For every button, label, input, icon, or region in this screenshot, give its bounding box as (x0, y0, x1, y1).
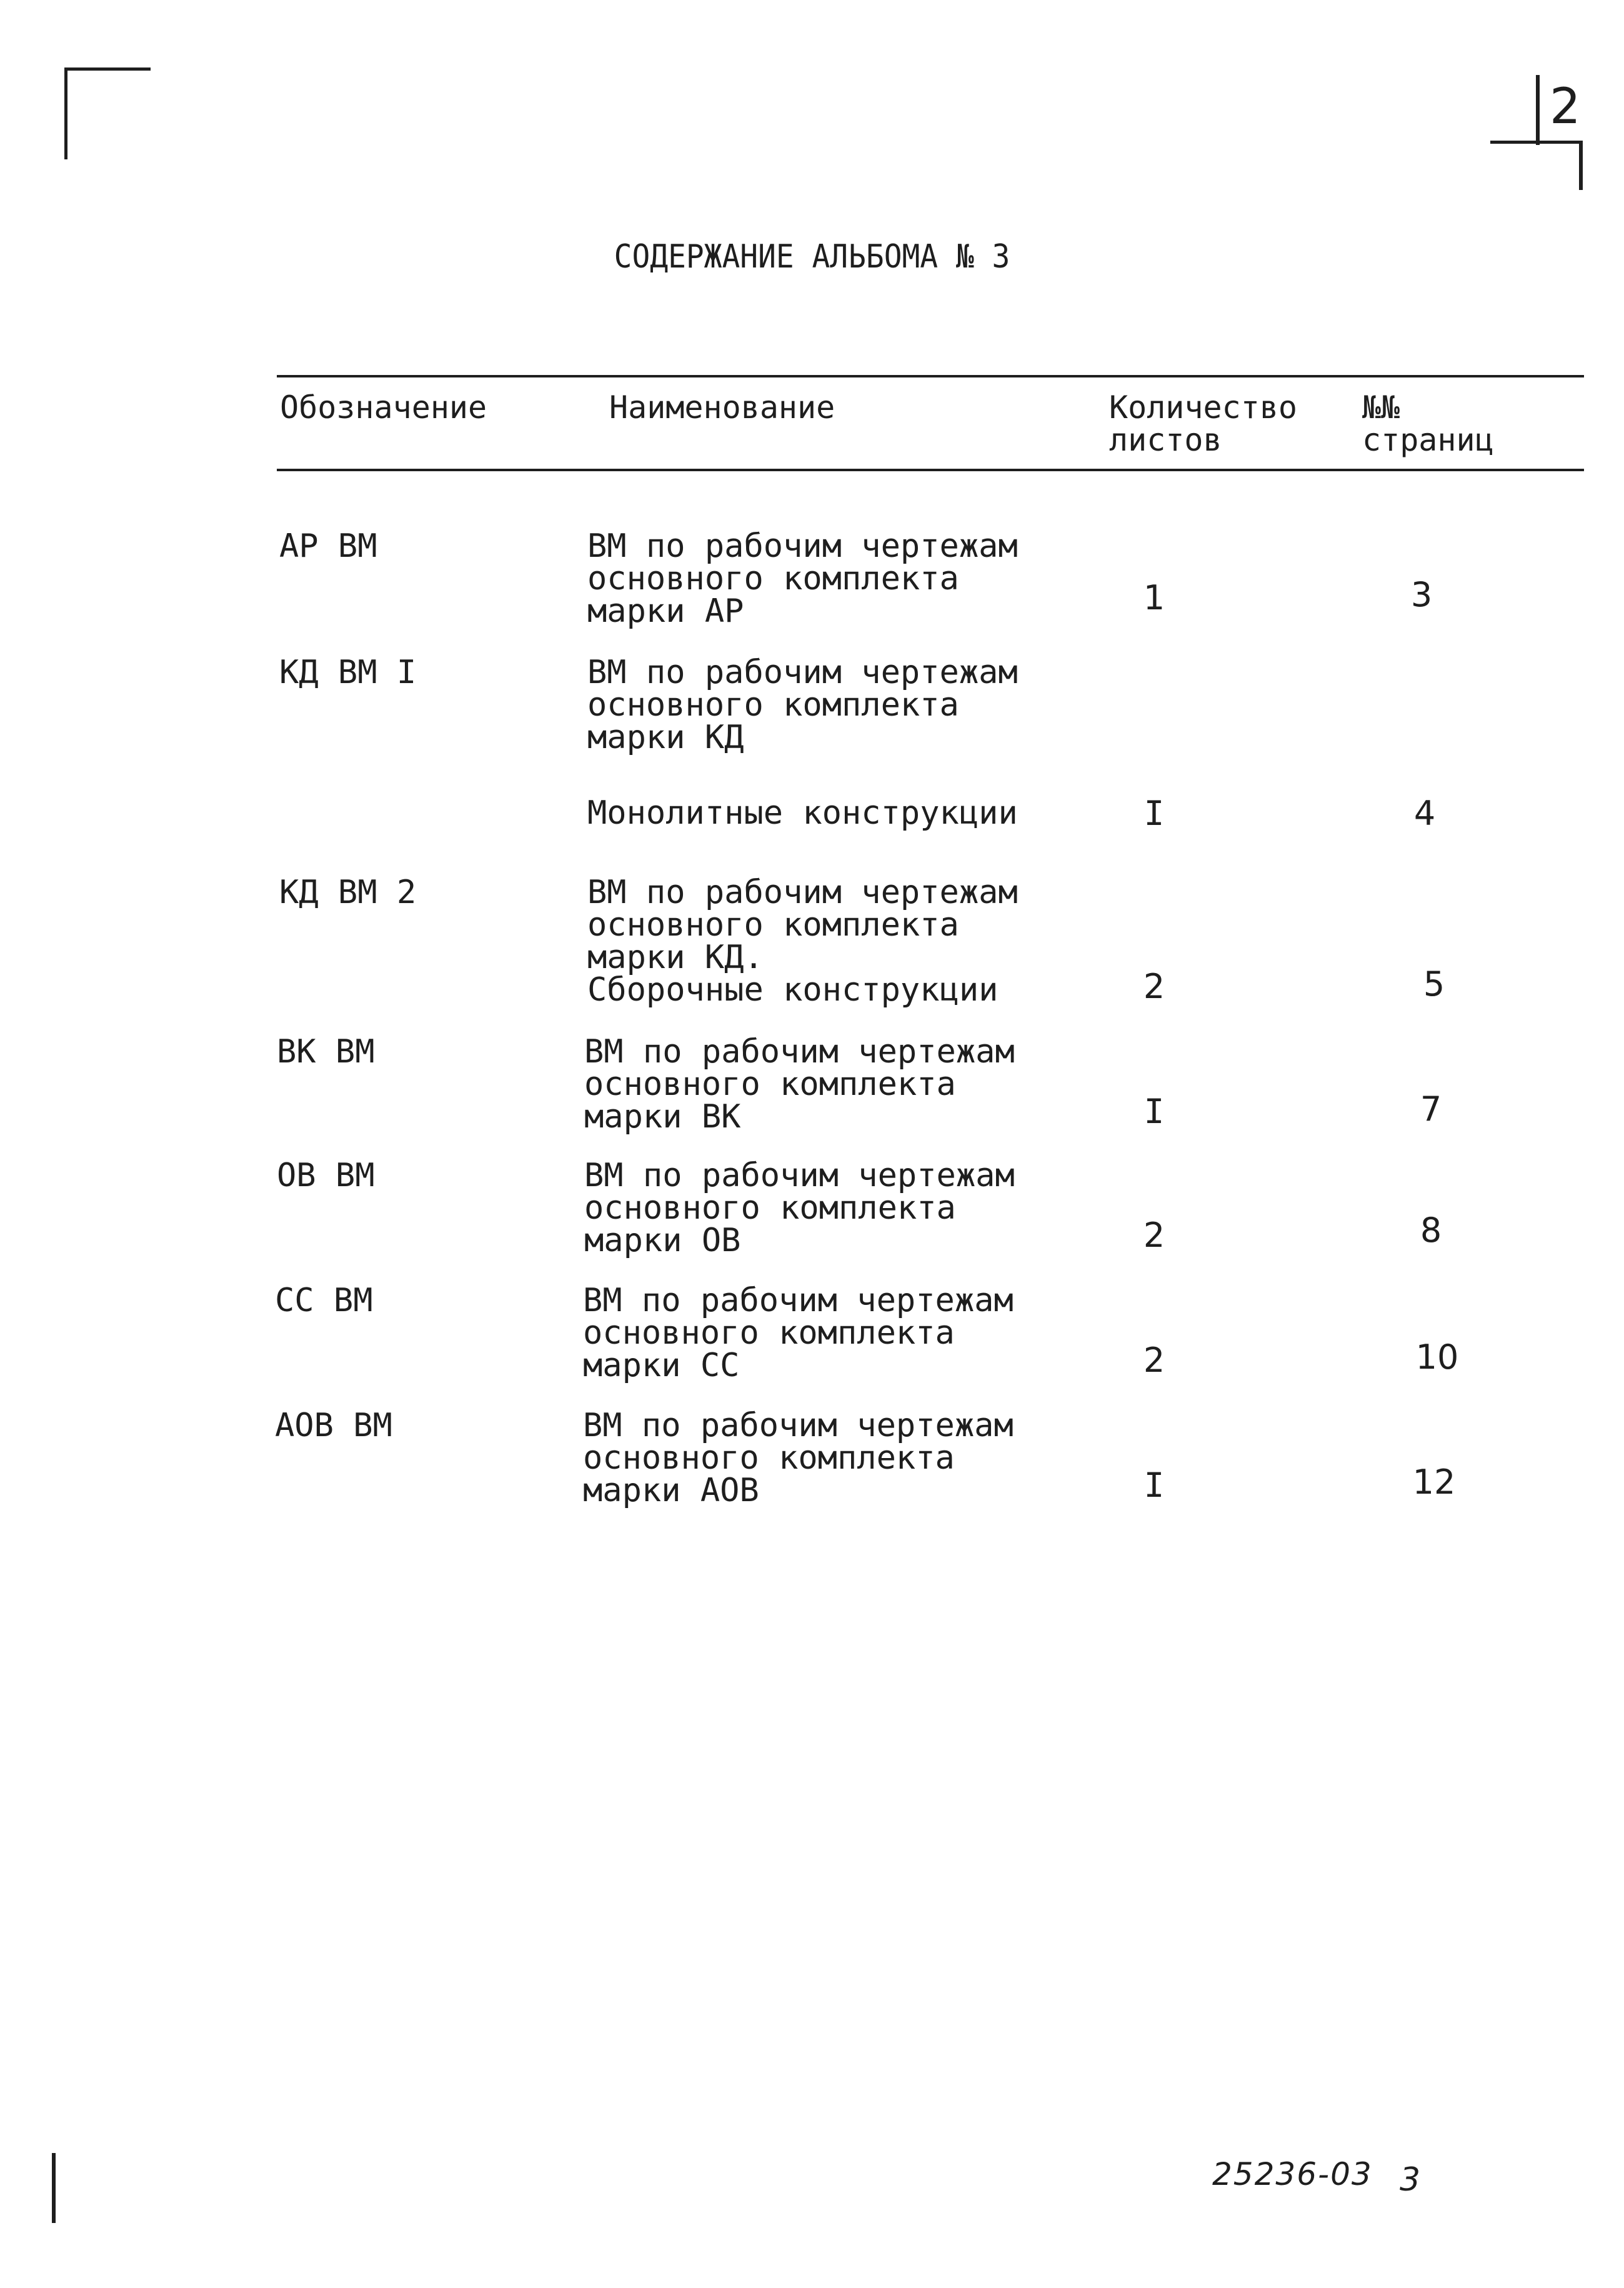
corner-mark-vertical (64, 67, 67, 159)
header-pages: №№ страниц (1362, 389, 1494, 458)
page-number-frame-left (1536, 75, 1540, 145)
row-designation: КД ВМ 2 (279, 874, 417, 911)
corner-mark-horizontal (64, 67, 151, 71)
header-sheets: Количество листов (1109, 389, 1298, 458)
row-pages: 4 (1413, 794, 1436, 833)
row-pages: 10 (1415, 1337, 1459, 1377)
row-sheets: 2 (1143, 1216, 1165, 1255)
row-sheets: 1 (1143, 578, 1165, 617)
row-name: ВМ по рабочим чертежам основного комплекта марки СС (583, 1282, 1014, 1384)
row-pages: 12 (1412, 1462, 1456, 1502)
row-designation: АОВ ВМ (275, 1407, 392, 1444)
row-name: Монолитные конструкции (587, 794, 1018, 832)
page-number-frame-right (1579, 142, 1583, 190)
row-name: ВМ по рабочим чертежам основного комплекта марки КД (587, 654, 1018, 756)
footer-page-number: 3 (1400, 2161, 1421, 2199)
table-header-rule (277, 469, 1584, 471)
header-name: Наименование (609, 389, 835, 426)
row-sheets: 2 (1143, 967, 1165, 1006)
row-pages: 8 (1420, 1211, 1442, 1250)
row-name: ВМ по рабочим чертежам основного комплекта марки ОВ (584, 1157, 1015, 1259)
row-name: ВМ по рабочим чертежам основного комплекта марки ВК (584, 1033, 1015, 1136)
bottom-margin-mark (52, 2153, 56, 2223)
row-sheets: I (1143, 1466, 1165, 1505)
header-designation: Обозначение (280, 389, 487, 426)
row-sheets: I (1143, 794, 1165, 833)
row-designation: СС ВМ (275, 1282, 373, 1319)
row-designation: АР ВМ (279, 527, 377, 565)
row-designation: КД ВМ I (279, 654, 417, 691)
row-pages: 7 (1420, 1089, 1442, 1129)
page-number: 2 (1550, 79, 1581, 135)
row-name: ВМ по рабочим чертежам основного комплекта марки АР (587, 527, 1018, 630)
row-name: ВМ по рабочим чертежам основного комплекта марки КД. Сборочные конструкции (587, 874, 1018, 1009)
row-designation: ВК ВМ (277, 1033, 375, 1071)
row-pages: 3 (1410, 575, 1433, 614)
page-title: СОДЕРЖАНИЕ АЛЬБОМА № 3 (614, 238, 1010, 276)
row-name: ВМ по рабочим чертежам основного комплекта марки АОВ (583, 1407, 1014, 1509)
row-pages: 5 (1423, 964, 1445, 1004)
row-designation: ОВ ВМ (277, 1157, 375, 1194)
row-sheets: 2 (1143, 1341, 1165, 1380)
table-top-rule (277, 375, 1584, 377)
row-sheets: I (1143, 1092, 1165, 1131)
document-code: 25236-03 (1212, 2156, 1373, 2192)
page-number-frame-bottom (1490, 141, 1583, 144)
